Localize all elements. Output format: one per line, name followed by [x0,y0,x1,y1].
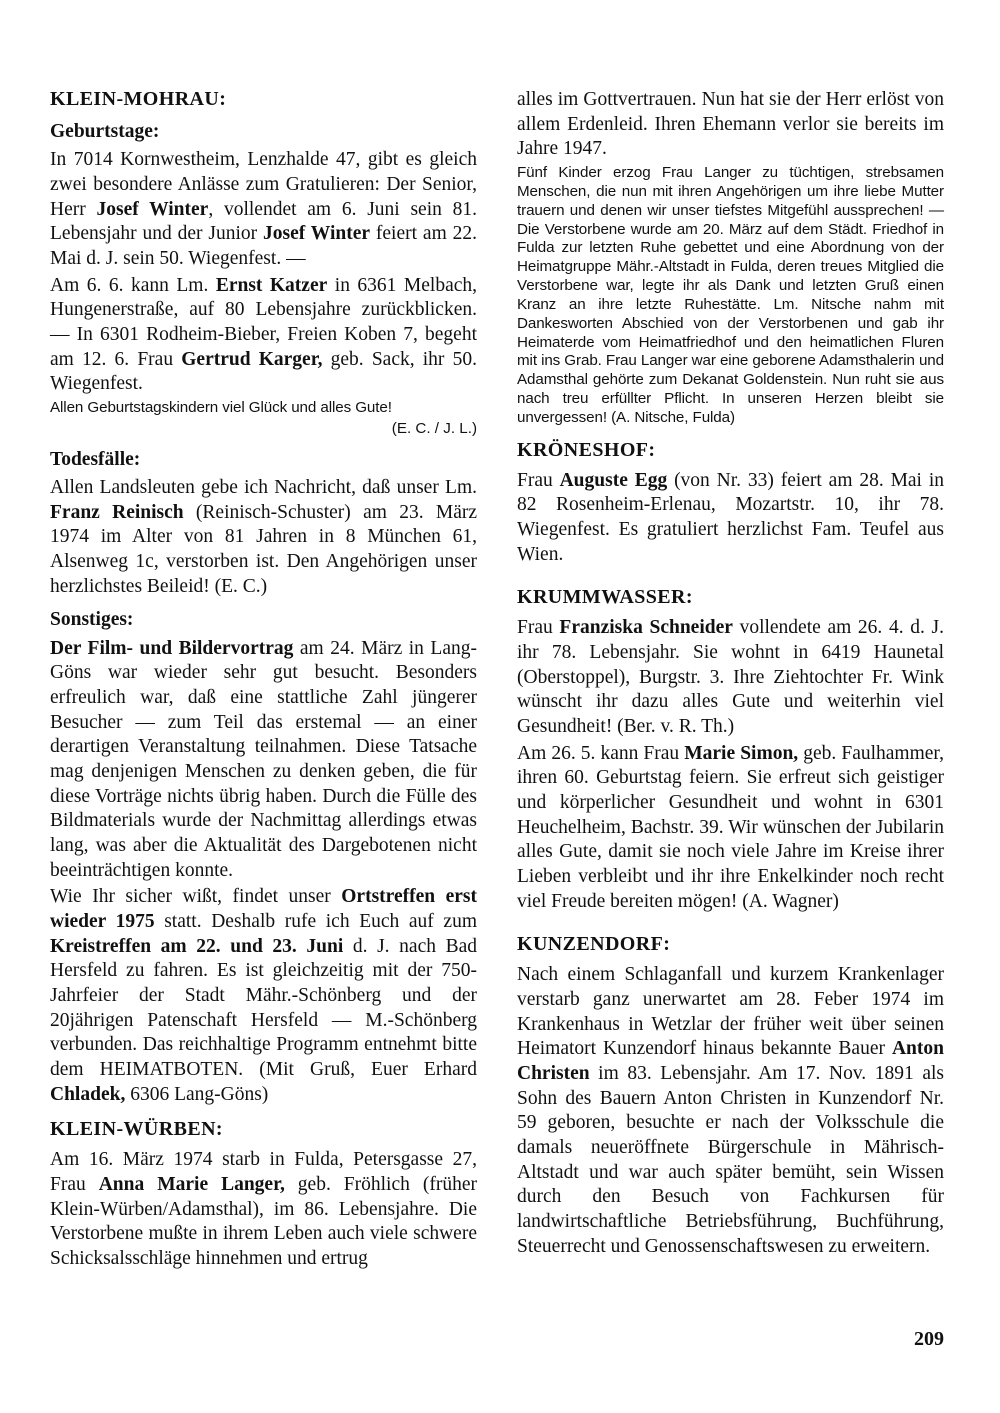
text-run: Wie Ihr sicher wißt, findet unser [50,886,342,908]
section-heading-krummwasser: KRUMMWASSER: [517,586,693,609]
paragraph-kunzendorf-1 [517,963,944,1259]
paragraph-geburtstage-2 [50,274,477,397]
spacer [517,916,944,933]
name-josef-winter-senior: Josef Winter [96,198,209,220]
name-josef-winter-junior: Josef Winter [263,223,371,245]
text-run: statt. Deshalb rufe ich Euch auf zum [154,911,477,933]
name-franziska-schneider: Franziska Schneider [559,617,733,639]
text-run: (von Nr. 33) feiert am 28. Mai in 82 Rosenheim-Erlenau, Mozartstr. 10, ihr 78. Wiegenfest. Es gratuliert herzlichst Fam. Teufel aus Wien. [517,469,944,565]
text-run: am 24. März in Lang-Göns war wieder sehr gut besucht. Besonders erfreulich war, daß eine stattliche Zahl jüngerer Besucher — zum Teil das erstemal — an einer derartigen Veranstaltung teilnahmen. Diese Tatsache mag denjenigen Menschen zu denken geben, die für diese Vorträge nichts übrig haben. Durch die Fülle des Bildmaterials wurde der Nachmittag allerdings etwas lang, was aber die Aktualität des Dargebotenen nicht beeinträchtigen konnte. [50,637,477,881]
text-run: vollendete am 26. 4. d. J. ihr 78. Lebensjahr. Sie wohnt in 6419 Haunetal (Oberstoppel), Burgstr. 3. Ihre Ziehtochter Fr. Wink wünscht ihr dazu alles Gute und weiterhin viel Gesundheit! (Ber. v. R. Th.) [517,617,944,738]
subheading-todesfaelle: Todesfälle: [50,448,141,470]
text-run: Am 6. 6. kann Lm. [50,274,216,296]
name-chladek: Chladek, [50,1083,126,1105]
subheading-geburtstage: Geburtstage: [50,121,160,142]
text-run: Frau [517,469,560,491]
subheading-sonstiges: Sonstiges: [50,609,134,631]
right-column [517,88,944,1303]
signature-geburtstage: (E. C. / J. L.) [391,419,477,437]
paragraph-geburtstage-1 [50,148,477,271]
paragraph-continuation-small: Fünf Kinder erzog Frau Langer zu tüchtigen, strebsamen Menschen, die nun mit ihren Angehörigen um ihre liebe Mutter trauern und denen wir unser tiefstes Mitgefühl aussprechen! — Die Verstorbene wurde am 20. März auf dem Städt. Friedhof in Fulda zur letzten Ruhe gebettet und eine Abordnung von der Heimatgruppe Mähr.-Altstadt in Fulda, deren treues Mitglied die Verstorbene war, legte ihr als Dank und letzten Gruß einen Kranz an ihre letzte Ruhestätte. Lm. Nitsche nahm mit Dankesworten Abschied von der Verstorbenen und gab ihr Heimaterde vom Heimatfriedhof und den heimatlichen Fluren mit ins Grab. Frau Langer war eine geborene Adamsthalerin und Adamsthal gehörte zum Dekanat Goldenstein. Nun ruht sie aus nach treu erfüllter Pflicht. In unseren Herzen bleibt sie unvergessen! (A. Nitsche, Fulda) [517,163,944,426]
paragraph-kroeneshof-1 [517,469,944,568]
spacer [517,430,944,439]
text-run: In 7014 Kornwestheim, Lenzhalde 47, gibt es gleich zwei besondere Anlässe zum Gratulieren: Der Senior, Herr [50,149,477,220]
paragraph-sonstiges-2 [50,885,477,1107]
text-run: (Reinisch-Schuster) am 23. März 1974 im Alter von 81 Jahren in 8 München 61, Alsenweg 1c, verstorben ist. Den Angehörigen unser herzlichstes Beileid! (E. C.) [50,501,478,597]
paragraph-todesfaelle-1 [50,476,477,599]
text-run: feiert am 22. Mai d. J. sein 50. Wiegenfest. — [50,223,477,270]
name-anton-christen: Anton Christen [517,1038,944,1084]
paragraph-krummwasser-2 [517,742,944,915]
text-run: geb. Sack, ihr 50. Wiegenfest. [50,348,477,395]
text-run: Frau [517,617,560,639]
note-geburtstagskinder: Allen Geburtstagskindern viel Glück und alles Gute! [50,398,392,416]
paragraph-continuation: alles im Gottvertrauen. Nun hat sie der Herr erlöst von allem Erdenleid. Ihren Ehemann verlor sie bereits im Jahre 1947. [517,89,944,160]
text-run: Nach einem Schlaganfall und kurzem Krankenlager verstarb ganz unerwartet am 28. Feber 1974 im Krankenhaus in Wetzlar der früher weit über seinen Heimatort Kunzendorf hinaus bekannte Bauer [517,964,944,1060]
text-run: Am 16. März 1974 starb in Fulda, Petersgasse 27, Frau [50,1149,477,1195]
section-heading-kroeneshof: KRÖNESHOF: [517,438,656,461]
page-number: 209 [914,1328,944,1350]
section-heading-klein-wuerben: KLEIN-WÜRBEN: [50,1118,223,1141]
text-run: geb. Fröhlich (früher Klein-Würben/Adamsthal), im 86. Lebensjahre. Die Verstorbene mußte in ihrem Leben auch viele schwere Schicksalsschläge hinnehmen und ertrug [50,1173,477,1269]
two-column-layout [50,88,944,1303]
paragraph-krummwasser-1 [517,616,944,739]
emphasis-ortstreffen: Ortstreffen erst wieder 1975 [50,886,477,933]
text-run: , vollendet am 6. Juni sein 81. Lebensjahr und der Junior [50,198,477,245]
text-run: in 6361 Melbach, Hungenerstraße, auf 80 Lebensjahre zurückblicken. — In 6301 Rodheim-Bieber, Freien Koben 7, begeht am 12. 6. Frau [50,274,478,370]
spacer [50,1109,477,1118]
text-run: 6306 Lang-Göns) [125,1083,269,1105]
paragraph-klein-wuerben-1 [50,1148,477,1271]
name-franz-reinisch: Franz Reinisch [50,501,184,523]
name-ernst-katzer: Ernst Katzer [215,274,328,296]
text-run: im 83. Lebensjahr. Am 17. Nov. 1891 als Sohn des Bauern Anton Christen in Kunzendorf Nr. 59 geboren, besuchte er nach der Volksschule die damals neueröffnete Bürgerschule in Mährisch-Altstadt und war auch später bemüht, sein Wissen durch den Besuch von Fachkursen für landwirtschaftliche Betriebsführung, Buchführung, Steuerrecht und Genossenschaftswesen zu erweitern. [517,1062,944,1257]
left-column [50,88,477,1303]
section-heading-kunzendorf: KUNZENDORF: [517,933,671,956]
text-run: Am 26. 5. kann Frau [517,742,685,764]
title-film-bildervortrag: Der Film- und Bildervortrag [50,637,294,659]
emphasis-kreistreffen: Kreistreffen am 22. und 23. Juni [50,935,344,957]
text-run: Allen Landsleuten gebe ich Nachricht, daß unser Lm. [50,477,477,499]
paragraph-sonstiges-1 [50,637,477,884]
section-heading-klein-mohrau: KLEIN-MOHRAU: [50,88,227,110]
text-run: geb. Faulhammer, ihren 60. Geburtstag feiern. Sie erfreut sich geistiger und körperlicher Gesundheit und wohnt in 6301 Heuchelheim, Bachstr. 39. Wir wünschen der Jubilarin alles Gute, damit sie noch viele Jahre im Kreise ihrer Lieben verbleibt und ihr ihre Enkelkinder noch recht viel Freude bereiten mögen! (A. Wagner) [517,742,945,912]
spacer [517,569,944,586]
name-anna-marie-langer: Anna Marie Langer, [98,1173,285,1195]
text-run: d. J. nach Bad Hersfeld zu fahren. Es ist gleichzeitig mit der 750-Jahrfeier der Stadt Mähr.-Schönberg und der 20jährigen Patenschaft Hersfeld — M.-Schönberg verbunden. Das reichhaltige Programm entnehmt bitte dem HEIMATBOTEN. (Mit Gruß, Euer Erhard [50,935,477,1080]
name-auguste-egg: Auguste Egg [559,469,668,491]
name-marie-simon: Marie Simon, [684,742,799,764]
name-gertrud-karger: Gertrud Karger, [181,348,323,370]
